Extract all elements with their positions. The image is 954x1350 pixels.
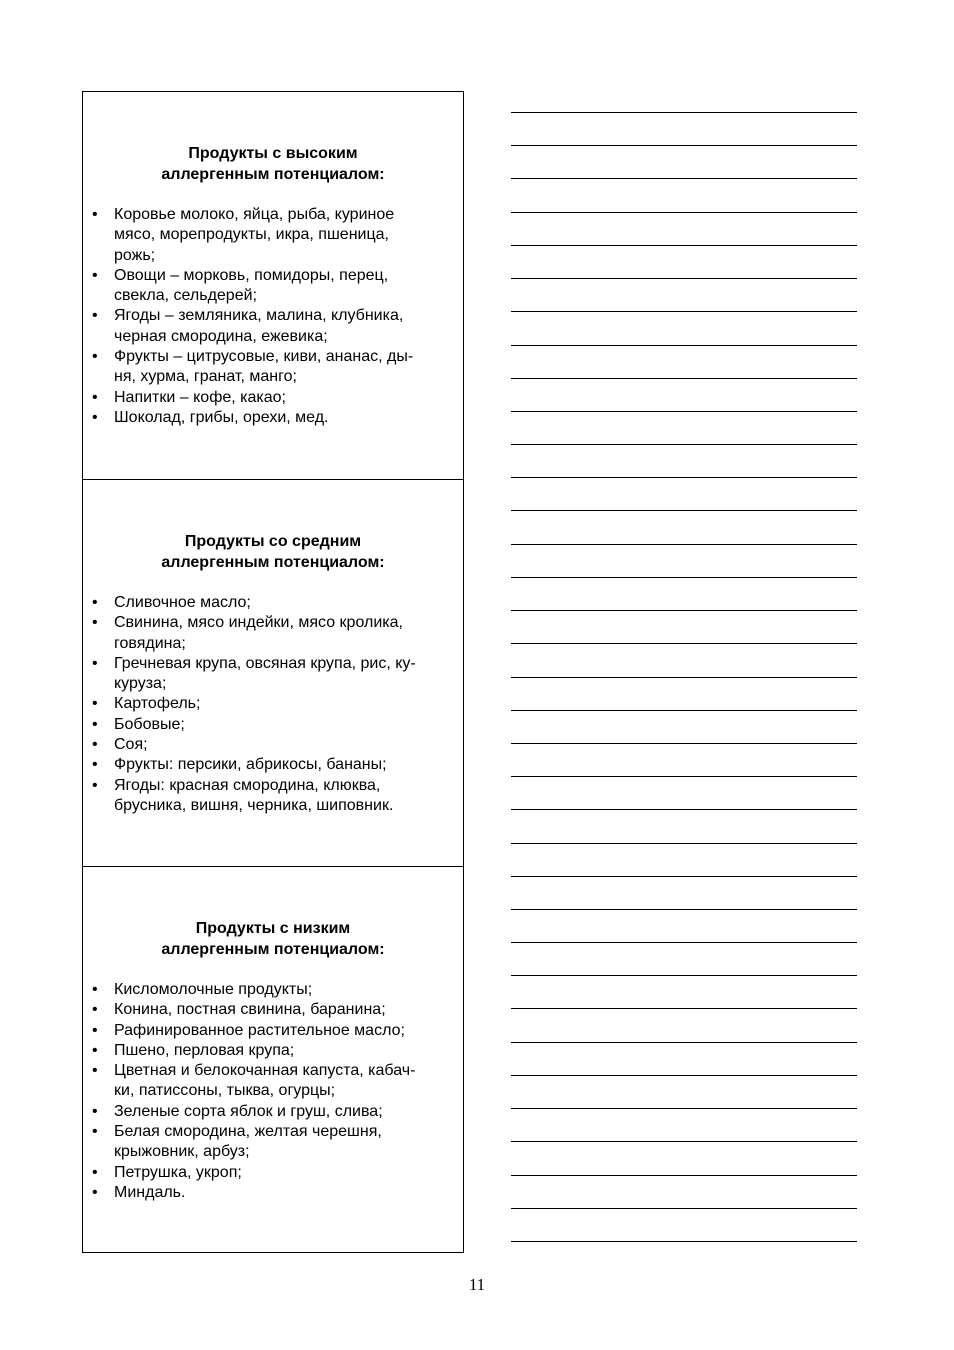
list-item (92, 388, 463, 408)
list-item (92, 205, 463, 266)
note-line (511, 510, 857, 511)
note-line (511, 1008, 857, 1009)
note-line (511, 1208, 857, 1209)
note-line (511, 112, 857, 113)
list-item-text: Фрукты: персики, абрикосы, бананы; (114, 756, 387, 774)
bullet-icon: • (92, 776, 98, 794)
list-item-text: Зеленые сорта яблок и груш, слива; (114, 1102, 383, 1120)
note-line (511, 1075, 857, 1076)
note-line (511, 743, 857, 744)
bullet-icon: • (92, 1163, 98, 1181)
list-item (92, 755, 463, 775)
list-item-text: Петрушка, укроп; (114, 1163, 242, 1181)
note-line (511, 942, 857, 943)
list-item (92, 776, 463, 817)
slide-title: Продукты со средним аллергенным потенциалом: (161, 533, 385, 571)
note-line (511, 610, 857, 611)
note-line (511, 975, 857, 976)
list-item (92, 1021, 463, 1041)
page-number: 11 (468, 1275, 486, 1294)
list-item (92, 347, 463, 388)
note-line (511, 1241, 857, 1242)
list-item (92, 1061, 463, 1102)
list-item (92, 654, 463, 695)
bullet-icon: • (92, 1183, 98, 1201)
bullet-list (83, 205, 463, 428)
list-item-text: Шоколад, грибы, орехи, мед. (114, 408, 329, 426)
note-line (511, 477, 857, 478)
list-item-text: Сливочное масло; (114, 594, 251, 611)
bullet-icon: • (92, 715, 98, 733)
list-item (92, 1122, 463, 1163)
list-item-text: Миндаль. (114, 1183, 186, 1201)
bullet-icon: • (92, 654, 98, 672)
bullet-icon: • (92, 348, 98, 366)
notes-lines (511, 0, 857, 1260)
note-line (511, 245, 857, 246)
list-item-text: Картофель; (114, 695, 201, 713)
list-item-text: Бобовые; (114, 715, 185, 733)
note-line (511, 1042, 857, 1043)
list-item (92, 1163, 463, 1183)
note-line (511, 809, 857, 810)
note-line (511, 1141, 857, 1142)
bullet-icon: • (92, 408, 98, 426)
bullet-icon: • (92, 594, 98, 611)
list-item (92, 306, 463, 347)
bullet-icon: • (92, 614, 98, 632)
list-item-text: Кисломолочные продукты; (114, 981, 313, 998)
note-line (511, 345, 857, 346)
note-line (511, 710, 857, 711)
list-item (92, 694, 463, 714)
list-item-text: Соя; (114, 736, 148, 754)
slide-title: Продукты с низким аллергенным потенциалом: (161, 920, 385, 958)
note-line (511, 876, 857, 877)
note-line (511, 145, 857, 146)
list-item (92, 1183, 463, 1203)
bullet-list (83, 980, 463, 1203)
bullet-icon: • (92, 1062, 98, 1080)
list-item (92, 613, 463, 654)
note-line (511, 776, 857, 777)
note-line (511, 411, 857, 412)
list-item (92, 1102, 463, 1122)
note-line (511, 1108, 857, 1109)
list-item-text: Пшено, перловая крупа; (114, 1041, 295, 1059)
slide-title: Продукты с высоким аллергенным потенциалом: (161, 145, 385, 183)
note-line (511, 378, 857, 379)
list-item-text: Белая смородина, желтая черешня, крыжовник, арбуз; (114, 1123, 382, 1161)
note-line (511, 311, 857, 312)
slide-3 (83, 866, 463, 1254)
slide-content (83, 919, 463, 1203)
note-line (511, 909, 857, 910)
list-item-text: Цветная и белокочанная капуста, кабач- ки, патиссоны, тыква, огурцы; (114, 1062, 416, 1100)
note-line (511, 212, 857, 213)
bullet-icon: • (92, 695, 98, 713)
list-item (92, 266, 463, 307)
list-item (92, 408, 463, 428)
list-item-text: Ягоды: красная смородина, клюква, брусника, вишня, черника, шиповник. (114, 776, 394, 814)
slide-content (83, 144, 463, 428)
note-line (511, 544, 857, 545)
list-item-text: Конина, постная свинина, баранина; (114, 1001, 386, 1019)
list-item-text: Рафинированное растительное масло; (114, 1021, 405, 1039)
note-line (511, 577, 857, 578)
bullet-icon: • (92, 1021, 98, 1039)
list-item (92, 715, 463, 735)
list-item-text: Гречневая крупа, овсяная крупа, рис, ку- куруза; (114, 654, 416, 693)
list-item-text: Фрукты – цитрусовые, киви, ананас, ды- ня, хурма, гранат, манго; (114, 348, 414, 386)
note-line (511, 643, 857, 644)
slides-column (82, 91, 464, 1253)
bullet-icon: • (92, 756, 98, 774)
bullet-list (83, 593, 463, 816)
list-item (92, 735, 463, 755)
slide-2 (83, 479, 463, 866)
note-line (511, 1175, 857, 1176)
list-item (92, 593, 463, 613)
note-line (511, 278, 857, 279)
list-item-text: Овощи – морковь, помидоры, перец, свекла, сельдерей; (114, 266, 389, 305)
bullet-icon: • (92, 1041, 98, 1059)
list-item-text: Свинина, мясо индейки, мясо кролика, говядина; (114, 614, 403, 652)
bullet-icon: • (92, 388, 98, 406)
slide-1 (83, 92, 463, 479)
note-line (511, 843, 857, 844)
bullet-icon: • (92, 981, 98, 998)
slide-content (83, 532, 463, 816)
list-item (92, 1041, 463, 1061)
list-item-text: Ягоды – земляника, малина, клубника, черная смородина, ежевика; (114, 307, 404, 345)
bullet-icon: • (92, 736, 98, 754)
bullet-icon: • (92, 206, 98, 223)
bullet-icon: • (92, 1123, 98, 1141)
note-line (511, 178, 857, 179)
bullet-icon: • (92, 1001, 98, 1019)
list-item-text: Напитки – кофе, какао; (114, 388, 286, 406)
list-item-text: Коровье молоко, яйца, рыба, куриное мясо, морепродукты, икра, пшеница, рожь; (114, 206, 395, 264)
list-item (92, 980, 463, 1000)
bullet-icon: • (92, 307, 98, 325)
bullet-icon: • (92, 266, 98, 284)
list-item (92, 1000, 463, 1020)
note-line (511, 677, 857, 678)
bullet-icon: • (92, 1102, 98, 1120)
note-line (511, 444, 857, 445)
